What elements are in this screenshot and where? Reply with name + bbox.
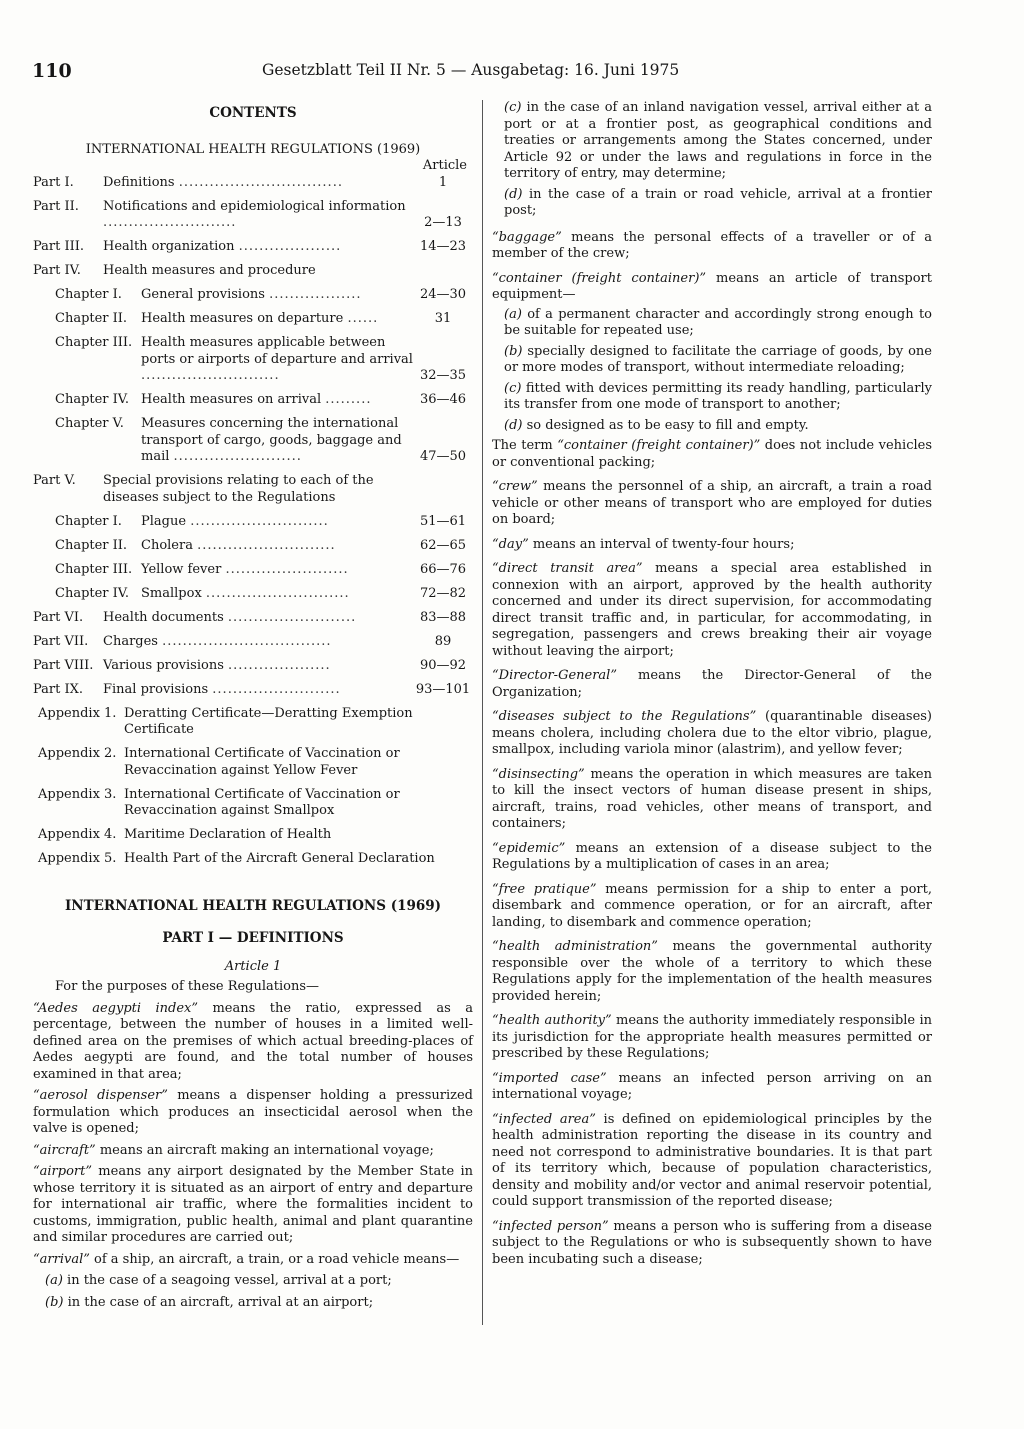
toc-label: Part IX.	[33, 681, 84, 697]
contents-subtitle: INTERNATIONAL HEALTH REGULATIONS (1969)	[85, 141, 421, 157]
toc-label: Part III.	[33, 239, 85, 254]
definition-term: “baggage”	[492, 229, 562, 245]
toc-label: Part IV.	[33, 263, 81, 278]
page-header	[32, 60, 972, 86]
toc-entry: Part IX. Final provisions ......................... 93—101	[33, 682, 473, 699]
definition-text: means an infected person arriving on an international voyage;	[492, 1070, 932, 1102]
contents-title: CONTENTS	[209, 105, 297, 121]
toc-label: Chapter V.	[55, 416, 124, 431]
definition-term: “diseases subject to the Regulations”	[492, 709, 757, 724]
toc-entry: Chapter V. Measures concerning the international transport of cargo, goods, baggage and mail ......................... 47—50	[33, 416, 473, 466]
toc-entry	[33, 746, 473, 779]
definition-term: “aerosol dispenser”	[33, 1088, 168, 1103]
definition-term: “container (freight container)”	[557, 438, 761, 453]
toc-label: Part V.	[33, 473, 76, 488]
toc-title: Health documents	[103, 609, 224, 625]
toc-label: Appendix 1.	[38, 705, 117, 721]
toc-label: Part VIII.	[33, 657, 94, 673]
toc-entry: Chapter IV. Smallpox ............................ 72—82	[33, 586, 473, 603]
definition-term: “infected area”	[492, 1111, 596, 1127]
definition-text: (quarantinable diseases) means cholera, including cholera due to the eltor vibrio, plague, smallpox, including variola minor (alastrim), and yellow fever;	[492, 709, 933, 757]
toc-article: 62—65	[419, 537, 467, 553]
definition	[492, 939, 932, 1005]
definition-text: means a special area established in connexion with an airport, approved by the health authority concerned and under its direct supervision, for accommodating direct transit traffic and, in particular, for accommodating, in segregation, passengers and crews breaking their air voyage without leaving the airport;	[492, 561, 932, 659]
definition-text: means the ratio, expressed as a percentage, between the number of houses in a limited well-defined area on the premises of which actual breeding-places of Aedes aegypti are found, and the total number of houses examined in that area;	[33, 1000, 473, 1082]
definition	[33, 1164, 473, 1247]
toc-title: Definitions	[103, 174, 175, 190]
definition-term: “day”	[492, 536, 529, 552]
definition	[492, 230, 932, 263]
list-item	[504, 307, 932, 340]
toc-title: Final provisions	[103, 681, 209, 697]
definition	[492, 668, 932, 701]
toc-article: 83—88	[419, 609, 467, 625]
definition	[33, 1252, 473, 1269]
table-of-contents	[33, 175, 473, 868]
toc-entry: Chapter I. General provisions .................. 24—30	[33, 287, 473, 304]
toc-label: Chapter I.	[55, 287, 122, 302]
definition-term: “health administration”	[492, 939, 658, 954]
toc-article: 2—13	[424, 215, 462, 230]
list-marker: (d)	[504, 186, 523, 202]
list-item-text: so designed as to be easy to fill and empty.	[522, 417, 809, 433]
definition	[492, 537, 932, 554]
toc-article: 72—82	[419, 585, 467, 601]
column-divider	[482, 100, 483, 1325]
definition-text: is defined on epidemiological principles by the health administration reporting the disease in its country and need not correspond to administrative boundaries. It is that part of its territory which, because of population characteristics, density and mobility and/or vector and animal reservoir potential, could support transmission of the reported disease;	[492, 1111, 932, 1209]
definition-text: means an interval of twenty-four hours;	[528, 536, 795, 552]
toc-entry: Chapter II. Health measures on departure ...... 31	[33, 311, 473, 328]
toc-article: 1	[438, 174, 448, 190]
definition	[492, 1071, 932, 1104]
toc-label: Appendix 4.	[38, 827, 117, 842]
toc-title: Deratting Certificate—Deratting Exemption Certificate	[124, 705, 413, 737]
toc-title: Charges	[103, 633, 158, 649]
definition	[492, 882, 932, 932]
toc-entry: Chapter II. Cholera ........................... 62—65	[33, 538, 473, 555]
list-marker: (c)	[504, 380, 522, 396]
list-marker: (b)	[504, 343, 523, 359]
toc-entry: Part III. Health organization .................... 14—23	[33, 239, 473, 256]
intro-text: For the purposes of these Regulations—	[55, 979, 320, 994]
definition	[492, 561, 932, 660]
definition-term: “imported case”	[492, 1070, 607, 1086]
toc-label: Part I.	[33, 174, 74, 190]
definition-term: “container (freight container)”	[492, 270, 707, 286]
toc-label: Appendix 2.	[38, 746, 117, 761]
toc-article: 36—46	[419, 392, 467, 407]
toc-entry: Chapter III. Yellow fever ........................ 66—76	[33, 562, 473, 579]
definition-text: means the operation in which measures are taken to kill the insect vectors of human disease present in ships, aircraft, trains, road vehicles, other means of transport, and containers;	[492, 766, 932, 831]
toc-title: Measures concerning the international transport of cargo, goods, baggage and mail	[141, 416, 402, 464]
toc-article: 51—61	[419, 513, 467, 529]
definition-term: “aircraft”	[33, 1142, 96, 1158]
definition-text: means an extension of a disease subject to the Regulations by a multiplication of cases in an area;	[492, 840, 932, 872]
toc-label: Chapter II.	[55, 537, 128, 553]
toc-title: Health measures applicable between ports or airports of departure and arrival	[141, 335, 413, 367]
toc-article: 31	[434, 311, 452, 326]
list-item	[504, 100, 932, 183]
list-item-text: in the case of an inland navigation vessel, arrival either at a port or at a frontier post, as geographical conditions and treaties or arrangements among the States concerned, under Article 92 or under the laws and regulations in force in the territory of entry, may determine;	[504, 100, 932, 181]
toc-title: Yellow fever	[141, 561, 222, 577]
right-column	[492, 100, 932, 1276]
toc-label: Chapter III.	[55, 561, 133, 577]
toc-title: Cholera	[141, 537, 193, 553]
list-item-text: in the case of an aircraft, arrival at an airport;	[63, 1294, 374, 1310]
definition-text: means any airport designated by the Member State in whose territory it is situated as an airport of entry and departure for international air traffic, where the formalities incident to customs, immigration, public health, animal and plant quarantine and similar procedures are carried out;	[33, 1164, 473, 1245]
list-item-text: of a permanent character and accordingly strong enough to be suitable for repeated use;	[504, 306, 932, 338]
left-column	[33, 100, 473, 1316]
list-item	[45, 1295, 473, 1312]
definition-term: “epidemic”	[492, 840, 566, 856]
toc-title: General provisions	[141, 287, 265, 302]
toc-entry	[33, 263, 473, 280]
toc-label: Chapter I.	[55, 513, 122, 529]
article-heading: Article 1	[224, 958, 282, 974]
toc-article: 14—23	[419, 239, 467, 254]
definition-text: means a dispenser holding a pressurized formulation which produces an insecticidal aerosol when the valve is opened;	[33, 1088, 473, 1136]
toc-entry: Part VIII. Various provisions .................... 90—92	[33, 658, 473, 675]
toc-entry: Part VII. Charges ................................. 89	[33, 634, 473, 651]
definition	[492, 709, 932, 759]
toc-article: 93—101	[415, 681, 471, 697]
definition	[492, 1219, 932, 1269]
regulations-title: INTERNATIONAL HEALTH REGULATIONS (1969)	[64, 897, 442, 914]
definition-term: “infected person”	[492, 1218, 609, 1234]
list-marker: (a)	[504, 306, 522, 322]
part-title: PART I — DEFINITIONS	[162, 930, 344, 946]
definition	[492, 479, 932, 529]
toc-label: Appendix 3.	[38, 786, 117, 802]
definition-text: means the governmental authority responsible over the whole of a territory to which these Regulations apply for the implementation of the health measures provided herein;	[492, 939, 932, 1004]
toc-label: Part VII.	[33, 633, 89, 649]
definition	[33, 1001, 473, 1084]
toc-title: International Certificate of Vaccination or Revaccination against Smallpox	[124, 786, 400, 818]
list-item	[504, 344, 932, 377]
toc-title: Special provisions relating to each of the diseases subject to the Regulations	[103, 473, 374, 505]
page-number: 110	[32, 60, 72, 82]
list-item-text: in the case of a seagoing vessel, arrival at a port;	[62, 1273, 392, 1288]
running-title: Gesetzblatt Teil II Nr. 5 — Ausgabetag: 16. Juni 1975	[262, 61, 680, 79]
definition-text: means an article of transport equipment—	[492, 270, 932, 302]
toc-label: Chapter III.	[55, 335, 133, 350]
toc-article: 24—30	[419, 287, 467, 302]
toc-entry: Part I. Definitions ................................ 1	[33, 175, 473, 192]
note-prefix: The term	[492, 438, 558, 453]
definition-text: does not include vehicles or conventional packing;	[492, 438, 932, 470]
toc-title: Smallpox	[141, 585, 202, 601]
list-marker: (a)	[45, 1273, 63, 1288]
definition-term: “disinsecting”	[492, 766, 585, 782]
toc-article: 32—35	[419, 368, 467, 383]
toc-entry: Chapter IV. Health measures on arrival ......... 36—46	[33, 392, 473, 409]
toc-title: Health measures on arrival	[141, 392, 322, 407]
definition-text: of a ship, an aircraft, a train, or a road vehicle means—	[89, 1251, 460, 1267]
definition-text: means permission for a ship to enter a port, disembark and commence operation, or for an aircraft, after landing, to disembark and commence operation;	[492, 881, 932, 930]
definition	[492, 841, 932, 874]
toc-title: Plague	[141, 513, 187, 529]
toc-label: Chapter II.	[55, 311, 128, 326]
list-marker: (d)	[504, 417, 523, 433]
definition-term: “free pratique”	[492, 881, 597, 897]
toc-entry	[33, 706, 473, 739]
definition	[492, 767, 932, 833]
definition-term: “Director-General”	[492, 668, 617, 683]
toc-title: Various provisions	[103, 657, 224, 673]
toc-entry: Chapter III. Health measures applicable between ports or airports of departure and arrival ........................... 32—35	[33, 335, 473, 385]
article-column-header: Article	[422, 158, 467, 173]
toc-article: 90—92	[419, 657, 467, 673]
list-item	[504, 418, 932, 435]
toc-entry: Chapter I. Plague ........................... 51—61	[33, 514, 473, 531]
toc-label: Part VI.	[33, 609, 84, 625]
toc-title: Health measures and procedure	[103, 263, 316, 278]
definition-term: “direct transit area”	[492, 561, 643, 576]
toc-title: Health organization	[103, 239, 235, 254]
definition-term: “health authority”	[492, 1013, 612, 1028]
toc-entry	[33, 851, 473, 868]
list-item	[45, 1273, 473, 1290]
list-marker: (b)	[45, 1294, 64, 1310]
definition-term: “arrival”	[33, 1251, 90, 1267]
definition	[492, 271, 932, 304]
list-item-text: specially designed to facilitate the carriage of goods, by one or more modes of transport, without intermediate reloading;	[504, 343, 932, 375]
toc-title: Health measures on departure	[141, 311, 344, 326]
definition-text: means the personnel of a ship, an aircraft, a train a road vehicle or other means of transport who are employed for duties on board;	[492, 479, 932, 527]
toc-entry	[33, 473, 473, 506]
definition-term: “crew”	[492, 479, 538, 494]
definition-text: means the Director-General of the Organization;	[492, 668, 932, 700]
list-item-text: in the case of a train or road vehicle, arrival at a frontier post;	[504, 186, 932, 218]
definition	[492, 1112, 932, 1211]
definition	[492, 1013, 932, 1063]
definition-term: “airport”	[33, 1164, 93, 1179]
toc-entry	[33, 787, 473, 820]
definition-text: means an aircraft making an international voyage;	[95, 1142, 434, 1158]
toc-label: Part II.	[33, 198, 79, 214]
toc-entry: Part VI. Health documents ......................... 83—88	[33, 610, 473, 627]
list-item	[504, 187, 932, 220]
list-item-text: fitted with devices permitting its ready handling, particularly its transfer from one mode of transport to another;	[504, 380, 932, 412]
toc-label: Appendix 5.	[38, 851, 117, 866]
toc-title: International Certificate of Vaccination or Revaccination against Yellow Fever	[124, 746, 400, 778]
toc-title: Maritime Declaration of Health	[124, 827, 332, 842]
toc-article: 66—76	[419, 561, 467, 577]
container-note	[492, 438, 932, 471]
toc-entry	[33, 827, 473, 844]
definition	[33, 1143, 473, 1160]
toc-entry: Part II. Notifications and epidemiological information .......................... 2—13	[33, 199, 473, 232]
toc-label: Chapter IV.	[55, 585, 130, 601]
toc-label: Chapter IV.	[55, 392, 130, 407]
definition-text: means the personal effects of a traveller or of a member of the crew;	[492, 229, 932, 261]
definition-term: “Aedes aegypti index”	[33, 1000, 199, 1016]
toc-article: 89	[434, 633, 452, 649]
definition-text: means a person who is suffering from a disease subject to the Regulations or who is subsequently shown to have been incubating such a disease;	[492, 1218, 932, 1267]
list-item	[504, 381, 932, 414]
toc-article: 47—50	[419, 449, 467, 464]
definition	[33, 1088, 473, 1138]
list-marker: (c)	[504, 100, 522, 115]
definition-text: means the authority immediately responsible in its jurisdiction for the appropriate health measures permitted or prescribed by these Regulations;	[492, 1013, 932, 1061]
toc-title: Health Part of the Aircraft General Declaration	[124, 851, 435, 866]
toc-title: Notifications and epidemiological information	[103, 198, 406, 214]
